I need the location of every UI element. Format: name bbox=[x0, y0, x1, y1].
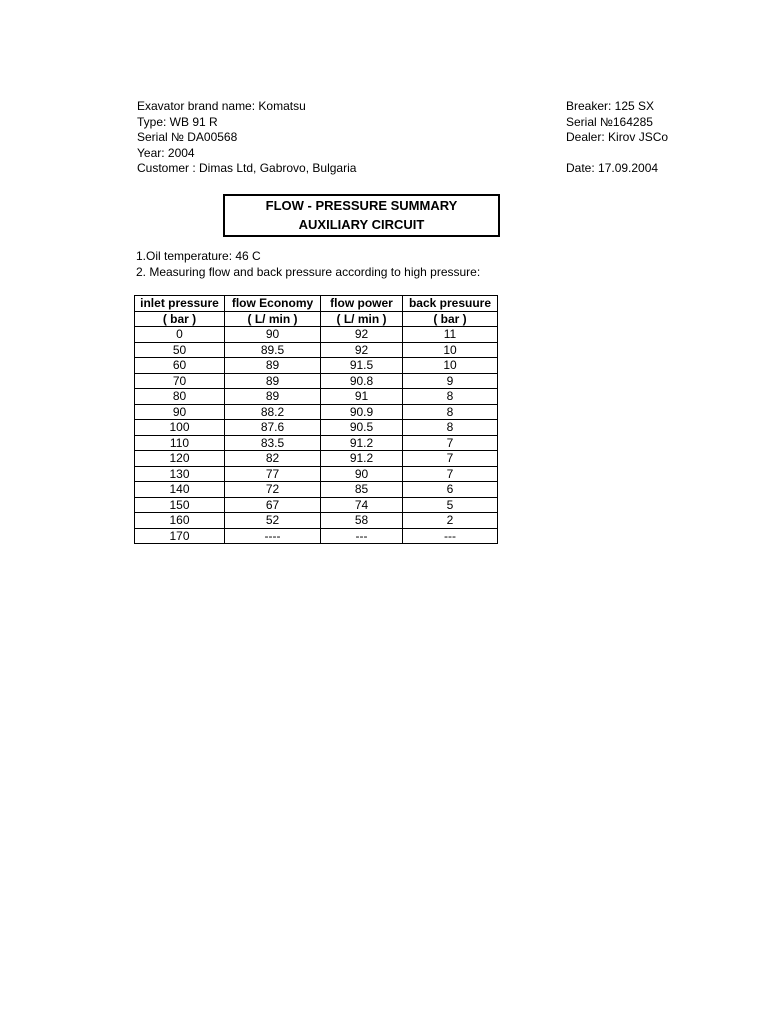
cell-inlet-pressure: 100 bbox=[135, 420, 225, 436]
cell-inlet-pressure: 80 bbox=[135, 389, 225, 405]
circuit-title: AUXILIARY CIRCUIT bbox=[298, 217, 425, 232]
table-row bbox=[135, 482, 498, 498]
table-row bbox=[135, 451, 498, 467]
table-row bbox=[135, 327, 498, 343]
breaker-info bbox=[566, 99, 668, 177]
table-row bbox=[135, 373, 498, 389]
measurement-notes bbox=[136, 248, 480, 280]
unit-flow-economy: ( L/ min ) bbox=[225, 311, 321, 327]
cell-back-pressure: 7 bbox=[403, 451, 498, 467]
cell-flow-power: 90 bbox=[321, 466, 403, 482]
cell-flow-economy: 82 bbox=[225, 451, 321, 467]
cell-flow-economy: 90 bbox=[225, 327, 321, 343]
year-line: Year: 2004 bbox=[137, 145, 195, 160]
cell-flow-economy: ---- bbox=[225, 528, 321, 544]
cell-flow-economy: 89.5 bbox=[225, 342, 321, 358]
breaker-line: Breaker: 125 SX bbox=[566, 99, 655, 113]
cell-back-pressure: 7 bbox=[403, 466, 498, 482]
dealer-line: Dealer: Kirov JSCo bbox=[566, 130, 669, 144]
cell-flow-power: --- bbox=[321, 528, 403, 544]
cell-flow-power: 90.9 bbox=[321, 404, 403, 420]
cell-flow-power: 91.2 bbox=[321, 451, 403, 467]
cell-flow-power: 92 bbox=[321, 327, 403, 343]
table-row bbox=[135, 513, 498, 529]
summary-title-box bbox=[223, 194, 500, 237]
cell-inlet-pressure: 170 bbox=[135, 528, 225, 544]
cell-back-pressure: 10 bbox=[403, 358, 498, 374]
cell-back-pressure: 11 bbox=[403, 327, 498, 343]
table-row bbox=[135, 528, 498, 544]
cell-flow-economy: 72 bbox=[225, 482, 321, 498]
table-row bbox=[135, 420, 498, 436]
date-line: Date: 17.09.2004 bbox=[566, 161, 659, 175]
cell-flow-economy: 89 bbox=[225, 389, 321, 405]
cell-flow-power: 58 bbox=[321, 513, 403, 529]
table-row bbox=[135, 435, 498, 451]
table-row bbox=[135, 497, 498, 513]
cell-inlet-pressure: 140 bbox=[135, 482, 225, 498]
cell-back-pressure: 8 bbox=[403, 389, 498, 405]
cell-flow-power: 74 bbox=[321, 497, 403, 513]
cell-back-pressure: 8 bbox=[403, 404, 498, 420]
cell-flow-economy: 67 bbox=[225, 497, 321, 513]
table-header-row bbox=[135, 296, 498, 312]
cell-flow-economy: 87.6 bbox=[225, 420, 321, 436]
serial-line: Serial № DA00568 bbox=[137, 130, 238, 144]
table-row bbox=[135, 358, 498, 374]
table-row bbox=[135, 404, 498, 420]
cell-inlet-pressure: 50 bbox=[135, 342, 225, 358]
unit-back-pressure: ( bar ) bbox=[403, 311, 498, 327]
cell-flow-power: 91 bbox=[321, 389, 403, 405]
table-units-row bbox=[135, 311, 498, 327]
cell-flow-economy: 89 bbox=[225, 373, 321, 389]
breaker-serial-line: Serial №164285 bbox=[566, 114, 653, 129]
brand-line: Exavator brand name: Komatsu bbox=[137, 99, 306, 113]
cell-inlet-pressure: 160 bbox=[135, 513, 225, 529]
cell-flow-power: 90.5 bbox=[321, 420, 403, 436]
cell-flow-power: 90.8 bbox=[321, 373, 403, 389]
cell-inlet-pressure: 150 bbox=[135, 497, 225, 513]
table-body bbox=[135, 327, 498, 544]
spacer bbox=[566, 146, 668, 162]
flow-pressure-table bbox=[134, 295, 498, 544]
header-back-pressure: back presuure bbox=[403, 296, 498, 312]
header-inlet-pressure: inlet pressure bbox=[135, 296, 225, 312]
cell-inlet-pressure: 70 bbox=[135, 373, 225, 389]
cell-flow-economy: 83.5 bbox=[225, 435, 321, 451]
cell-flow-power: 85 bbox=[321, 482, 403, 498]
cell-inlet-pressure: 110 bbox=[135, 435, 225, 451]
cell-flow-economy: 88.2 bbox=[225, 404, 321, 420]
summary-title: FLOW - PRESSURE SUMMARY bbox=[265, 198, 458, 213]
customer-line: Customer : Dimas Ltd, Gabrovo, Bulgaria bbox=[137, 161, 357, 175]
header-flow-economy: flow Economy bbox=[225, 296, 321, 312]
note-measuring: 2. Measuring flow and back pressure according to high pressure: bbox=[136, 265, 481, 279]
table-row bbox=[135, 389, 498, 405]
cell-inlet-pressure: 90 bbox=[135, 404, 225, 420]
cell-back-pressure: 2 bbox=[403, 513, 498, 529]
cell-flow-economy: 77 bbox=[225, 466, 321, 482]
cell-inlet-pressure: 120 bbox=[135, 451, 225, 467]
cell-back-pressure: 8 bbox=[403, 420, 498, 436]
table-row bbox=[135, 466, 498, 482]
unit-inlet-pressure: ( bar ) bbox=[135, 311, 225, 327]
cell-back-pressure: 7 bbox=[403, 435, 498, 451]
cell-inlet-pressure: 60 bbox=[135, 358, 225, 374]
equipment-info bbox=[137, 99, 356, 177]
unit-flow-power: ( L/ min ) bbox=[321, 311, 403, 327]
table-row bbox=[135, 342, 498, 358]
cell-flow-power: 92 bbox=[321, 342, 403, 358]
type-line: Type: WB 91 R bbox=[137, 114, 218, 129]
header-flow-power: flow power bbox=[321, 296, 403, 312]
cell-back-pressure: 10 bbox=[403, 342, 498, 358]
cell-flow-economy: 52 bbox=[225, 513, 321, 529]
cell-inlet-pressure: 130 bbox=[135, 466, 225, 482]
cell-flow-power: 91.5 bbox=[321, 358, 403, 374]
cell-flow-power: 91.2 bbox=[321, 435, 403, 451]
cell-back-pressure: 6 bbox=[403, 482, 498, 498]
note-oil-temperature: 1.Oil temperature: 46 C bbox=[136, 249, 261, 263]
cell-back-pressure: 9 bbox=[403, 373, 498, 389]
cell-back-pressure: 5 bbox=[403, 497, 498, 513]
cell-back-pressure: --- bbox=[403, 528, 498, 544]
cell-flow-economy: 89 bbox=[225, 358, 321, 374]
cell-inlet-pressure: 0 bbox=[135, 327, 225, 343]
